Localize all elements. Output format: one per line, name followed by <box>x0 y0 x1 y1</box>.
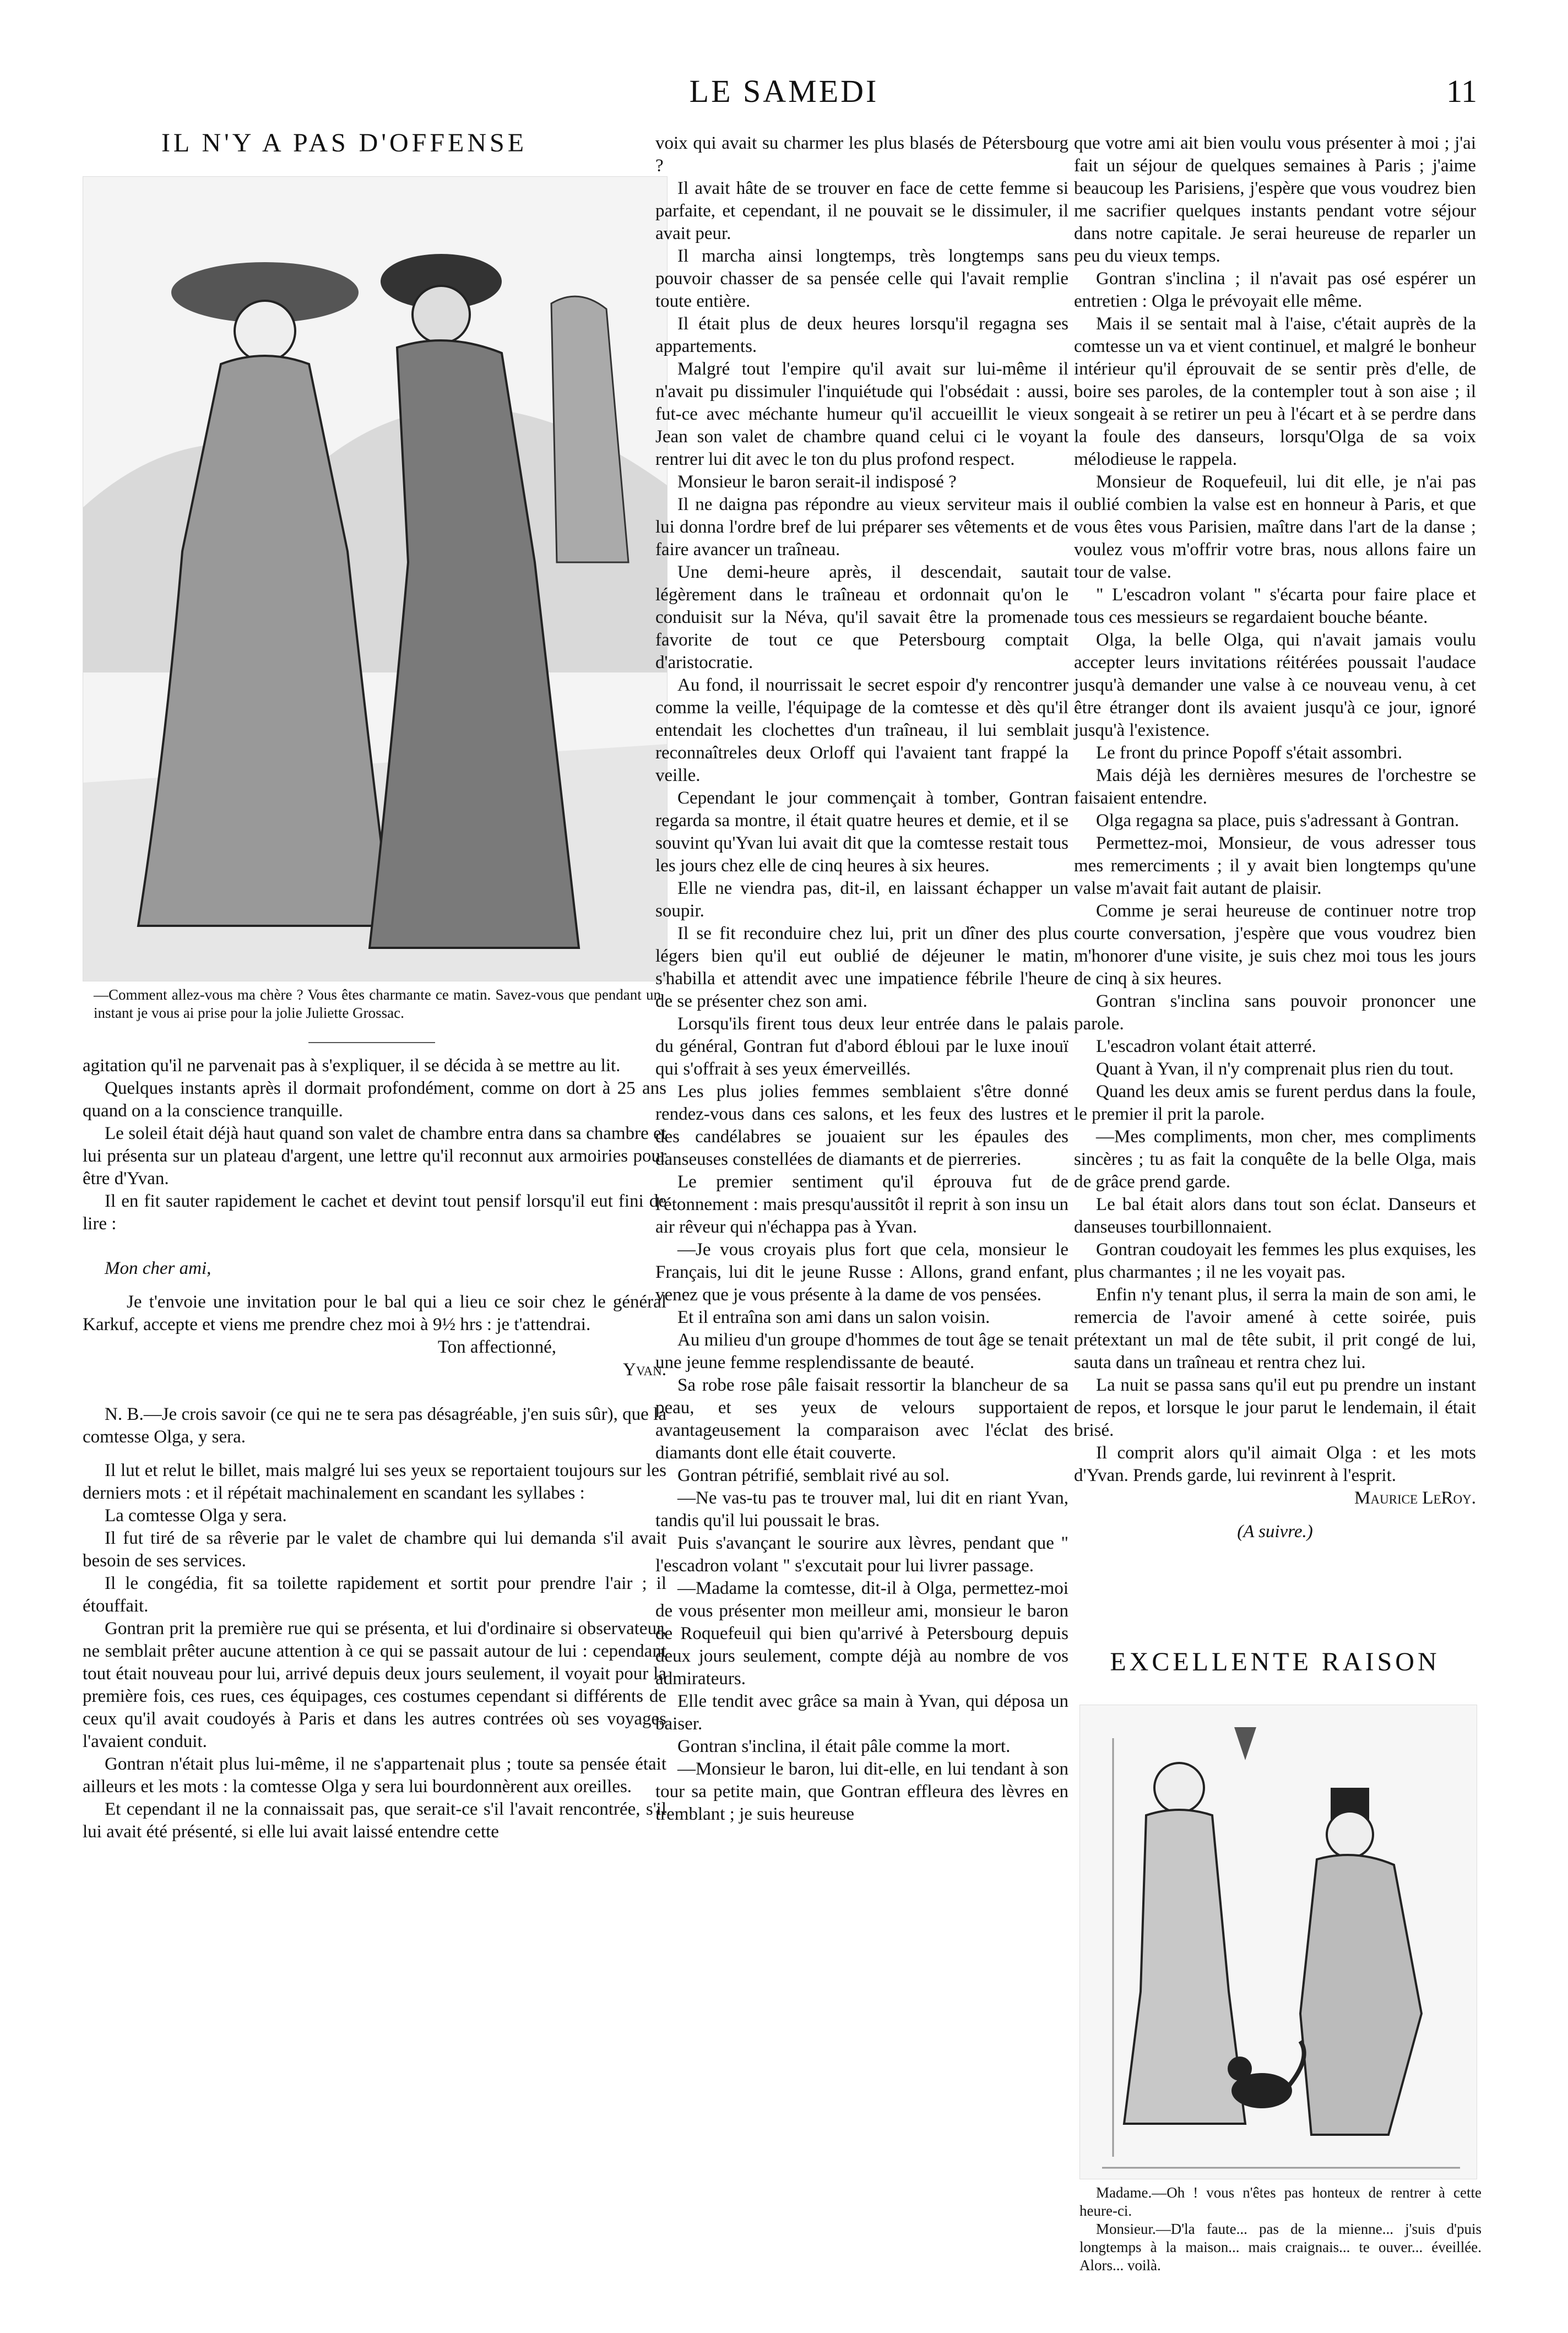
author-signature: Maurice LeRoy. <box>1354 1488 1476 1508</box>
paragraph: Olga regagna sa place, puis s'adressant à Gontran. <box>1096 811 1460 831</box>
paragraph: " L'escadron volant " s'écarta pour faire place et tous ces messieurs se regardaient bouche béante. <box>1074 585 1476 627</box>
paragraph: Sa robe rose pâle faisait ressortir la blancheur de sa peau, et ses yeux de velours supportaient avantageusement la comparaison avec l'éclat des diamants dont elle était couverte. <box>655 1375 1068 1463</box>
column-3 <box>1074 132 1476 1543</box>
paragraph: L'escadron volant était atterré. <box>1096 1037 1316 1056</box>
paragraph: Il en fit sauter rapidement le cachet et devint tout pensif lorsqu'il eut fini de lire : <box>83 1191 666 1234</box>
paragraph: Les plus jolies femmes semblaient s'être donné rendez-vous dans ces salons, et les feux des lustres et des candélabres se jouaient sur les épaules des danseuses constellées de diamants et de pierreries. <box>655 1082 1068 1169</box>
paragraph: Quand les deux amis se furent perdus dans la foule, le premier il prit la parole. <box>1074 1082 1476 1124</box>
paragraph: —Monsieur le baron, lui dit-elle, en lui tendant à son tour sa petite main, que Gontran effleura des lèvres en tremblant ; je suis heureuse <box>655 1759 1068 1824</box>
paragraph: Gontran pétrifié, semblait rivé au sol. <box>677 1466 950 1485</box>
column-1 <box>83 1055 666 1843</box>
paragraph: Le bal était alors dans tout son éclat. Danseurs et danseuses tourbillonnaient. <box>1074 1195 1476 1237</box>
paragraph: Et cependant il ne la connaissait pas, que serait-ce s'il l'avait rencontrée, s'il lui avait été présenté, si elle lui avait laissé entendre cette <box>83 1799 666 1842</box>
paragraph: Il le congédia, fit sa toilette rapidement et sortit pour prendre l'air ; il étouffait. <box>83 1574 666 1616</box>
caption-monsieur: Monsieur.—D'la faute... pas de la mienne... j'suis d'puis longtemps à la maison... mais craignais... te ouver... éveillée. Alors... voilà. <box>1079 2221 1482 2274</box>
paragraph: Une demi-heure après, il descendait, sautait légèrement dans le traîneau et ordonnait qu'on le conduisit sur la Néva, qu'il savait être la promenade favorite de tout ce que Petersbourg comptait d'aristocratie. <box>655 562 1068 672</box>
paragraph: Quelques instants après il dormait profondément, comme on dort à 25 ans quand on a la conscience tranquille. <box>83 1078 666 1121</box>
paragraph: que votre ami ait bien voulu vous présenter à moi ; j'ai fait un séjour de quelques semaines à Paris ; j'aime beaucoup les Parisiens, j'espère que vous voudrez bien me sacrifier quelques instants pendant votre séjour dans notre capitale. Je serai heureuse de reparler un peu du vieux temps. <box>1074 133 1476 266</box>
paragraph: Malgré tout l'empire qu'il avait sur lui-même il n'avait pu dissimuler l'inquiétude qui l'obsédait : aussi, fut-ce avec méchante humeur qu'il accueillit le vieux Jean son valet de chambre quand celui ci le voyant rentrer lui dit avec le ton du plus profond respect. <box>655 359 1068 469</box>
paragraph: Permettez-moi, Monsieur, de vous adresser tous mes remerciments ; il y avait bien longtemps qu'une valse m'avait fait autant de plaisir. <box>1074 833 1476 898</box>
letter-body: Je t'envoie une invitation pour le bal qui a lieu ce soir chez le général Karkuf, accepte et viens me prendre chez moi à 9½ hrs : je t'attendrai. <box>83 1292 666 1334</box>
column-2 <box>655 132 1068 1826</box>
ladies-drawing <box>83 177 667 981</box>
paragraph: La comtesse Olga y sera. <box>105 1506 287 1526</box>
paragraph: Et il entraîna son ami dans un salon voisin. <box>677 1307 990 1327</box>
paragraph: Mais il se sentait mal à l'aise, c'était auprès de la comtesse un va et vient continuel, et malgré le bonheur intérieur qu'il éprouvait de se sentir près d'elle, de boire ses paroles, de la contempler tout à son aise ; il songeait à se retirer un peu à l'écart et à se perdre dans la foule des danseurs, lorsqu'Olga de sa voix mélodieuse le rappela. <box>1074 314 1476 469</box>
paragraph: Gontran s'inclina, il était pâle comme la mort. <box>677 1737 1011 1756</box>
paragraph: Monsieur le baron serait-il indisposé ? <box>677 472 957 492</box>
paragraph: La nuit se passa sans qu'il eut pu prendre un instant de repos, et lorsque le jour parut le lendemain, il était brisé. <box>1074 1375 1476 1440</box>
paragraph: Gontran n'était plus lui-même, il ne s'appartenait plus ; toute sa pensée était ailleurs et les mots : la comtesse Olga y sera lui bourdonnèrent aux oreilles. <box>83 1754 666 1797</box>
paragraph: —Je vous croyais plus fort que cela, monsieur le Français, lui dit le jeune Russe : Allons, grand enfant, venez que je vous présente à la dame de vos pensées. <box>655 1240 1068 1305</box>
paragraph: Il marcha ainsi longtemps, très longtemps sans pouvoir chasser de sa pensée celle qui l'avait remplie toute entière. <box>655 246 1068 311</box>
paragraph: —Madame la comtesse, dit-il à Olga, permettez-moi de vous présenter mon meilleur ami, monsieur le baron de Roquefeuil qui bien qu'arrivé à Petersbourg depuis deux jours seulement, compte déjà au nombre de vos admirateurs. <box>655 1578 1068 1689</box>
paragraph: Elle tendit avec grâce sa main à Yvan, qui déposa un baiser. <box>655 1691 1068 1734</box>
paragraph: Au milieu d'un groupe d'hommes de tout âge se tenait une jeune femme resplendissante de beauté. <box>655 1330 1068 1372</box>
paragraph: Cependant le jour commençait à tomber, Gontran regarda sa montre, il était quatre heures et demie, et il se souvint qu'Yvan lui avait dit que la comtesse restait tous les jours chez elle de cinq heures à six heures. <box>655 788 1068 876</box>
paragraph: —Mes compliments, mon cher, mes compliments sincères ; tu as fait la conquête de la belle Olga, mais de grâce prend garde. <box>1074 1127 1476 1192</box>
paragraph: Quant à Yvan, il n'y comprenait plus rien du tout. <box>1096 1059 1454 1079</box>
paragraph: Le premier sentiment qu'il éprouva fut de l'étonnement : mais presqu'aussitôt il reprit à son insu un air rêveur qui n'échappa pas à Yvan. <box>655 1172 1068 1237</box>
paragraph: voix qui avait su charmer les plus blasés de Pétersbourg ? <box>655 133 1068 176</box>
paragraph: Au fond, il nourrissait le secret espoir d'y rencontrer comme la veille, l'équipage de la comtesse et dès qu'il entendait les clochettes d'un traîneau, il lui semblait reconnaîtreles deux Orloff qui l'avaient tant frappé la veille. <box>655 675 1068 785</box>
illustration-caption: —Comment allez-vous ma chère ? Vous êtes charmante ce matin. Savez-vous que pendant un instant je vous ai prise pour la jolie Juliette Grossac. <box>94 986 661 1021</box>
cartoon-caption <box>1079 2184 1482 2275</box>
paragraph: Lorsqu'ils firent tous deux leur entrée dans le palais du général, Gontran fut d'abord ébloui par le luxe inouï qui s'offrait à ses yeux émerveillés. <box>655 1014 1068 1079</box>
letter-signature: Yvan. <box>623 1360 666 1380</box>
paragraph: Il lut et relut le billet, mais malgré lui ses yeux se reportaient toujours sur les derniers mots : et il répétait machinalement en scandant les syllabes : <box>83 1461 666 1503</box>
paragraph: agitation qu'il ne parvenait pas à s'expliquer, il se décida à se mettre au lit. <box>83 1056 621 1076</box>
paragraph: Olga, la belle Olga, qui n'avait jamais voulu accepter leurs invitations réitérées poussait l'audace jusqu'à demander une valse à ce nouveau venu, à cet être étranger dont ils avaient jusqu'à ce jour, ignoré jusqu'à l'existence. <box>1074 630 1476 740</box>
paragraph: Monsieur de Roquefeuil, lui dit elle, je n'ai pas oublié combien la valse est en honneur à Paris, et que vous êtes vous Parisien, maître dans l'art de la danse ; voulez vous m'offrir votre bras, nous allons faire un tour de valse. <box>1074 472 1476 582</box>
paragraph: Gontran s'inclina sans pouvoir prononcer une parole. <box>1074 991 1476 1034</box>
story2-title: EXCELLENTE RAISON <box>1110 1647 1440 1676</box>
caption-madame: Madame.—Oh ! vous n'êtes pas honteux de rentrer à cette heure-ci. <box>1079 2184 1482 2219</box>
paragraph: Il avait hâte de se trouver en face de cette femme si parfaite, et cependant, il ne pouvait se le dissimuler, il avait peur. <box>655 178 1068 243</box>
paragraph: Enfin n'y tenant plus, il serra la main de son ami, le remercia de l'avoir amené à cette soirée, puis prétextant un mal de tête subit, il prit congé de lui, sauta dans un traîneau et rentra chez lui. <box>1074 1285 1476 1372</box>
letter-salutation: Mon cher ami, <box>105 1258 211 1278</box>
to-be-continued: (A suivre.) <box>1237 1522 1313 1542</box>
letter-closing: Ton affectionné, <box>437 1337 556 1357</box>
paragraph: Gontran s'inclina ; il n'avait pas osé espérer un entretien : Olga le prévoyait elle même. <box>1074 269 1476 311</box>
paragraph: Mais déjà les dernières mesures de l'orchestre se faisaient entendre. <box>1074 766 1476 808</box>
illustration-couple-cat <box>1079 1705 1477 2179</box>
page-number: 11 <box>1446 73 1477 109</box>
masthead-title: LE SAMEDI <box>689 73 879 109</box>
story1-title: IL N'Y A PAS D'OFFENSE <box>161 128 528 158</box>
paragraph: Il comprit alors qu'il aimait Olga : et les mots d'Yvan. Prends garde, lui revinrent à l'esprit. <box>1074 1443 1476 1485</box>
paragraph: Comme je serai heureuse de continuer notre trop courte conversation, j'espère que vous voudrez bien m'honorer d'une visite, je suis chez moi tous les jours de cinq à six heures. <box>1074 901 1476 989</box>
couple-cat-drawing <box>1080 1705 1477 2179</box>
paragraph: Le front du prince Popoff s'était assombri. <box>1096 743 1403 763</box>
paragraph: Il ne daigna pas répondre au vieux serviteur mais il lui donna l'ordre bref de lui préparer ses vêtements et de faire avancer un traîneau. <box>655 495 1068 560</box>
paragraph: Puis s'avançant le sourire aux lèvres, pendant que " l'escadron volant " s'excutait pour lui livrer passage. <box>655 1533 1068 1576</box>
illustration-two-ladies <box>83 176 668 981</box>
paragraph: Le soleil était déjà haut quand son valet de chambre entra dans sa chambre et lui présenta sur un plateau d'argent, une lettre qu'il reconnut aux armoiries pour être d'Yvan. <box>83 1124 666 1189</box>
divider <box>308 1042 435 1043</box>
paragraph: N. B.—Je crois savoir (ce qui ne te sera pas désagréable, j'en suis sûr), que la comtesse Olga, y sera. <box>83 1404 666 1447</box>
paragraph: Il était plus de deux heures lorsqu'il regagna ses appartements. <box>655 314 1068 356</box>
paragraph: —Ne vas-tu pas te trouver mal, lui dit en riant Yvan, tandis qu'il lui poussait le bras. <box>655 1488 1068 1531</box>
paragraph: Il se fit reconduire chez lui, prit un dîner des plus légers bien qu'il eut oublié de déjeuner le matin, s'habilla et attendit avec une impatience fébrile l'heure de se présenter chez son ami. <box>655 924 1068 1011</box>
paragraph: Gontran prit la première rue qui se présenta, et lui d'ordinaire si observateur, ne semblait prêter aucune attention à ce qui se passait autour de lui : cependant tout était nouveau pour lui, arrivé depuis deux jours seulement, il voyait pour la première fois, ces rues, ces équipages, ces costumes cependant si différents de ceux qu'il avait coudoyés à Paris et dans les autres contrées où ses voyages l'avaient conduit. <box>83 1619 666 1751</box>
paragraph: Il fut tiré de sa rêverie par le valet de chambre qui lui demanda s'il avait besoin de ses services. <box>83 1528 666 1571</box>
paragraph: Gontran coudoyait les femmes les plus exquises, les plus charmantes ; il ne les voyait pas. <box>1074 1240 1476 1282</box>
paragraph: Elle ne viendra pas, dit-il, en laissant échapper un soupir. <box>655 878 1068 921</box>
